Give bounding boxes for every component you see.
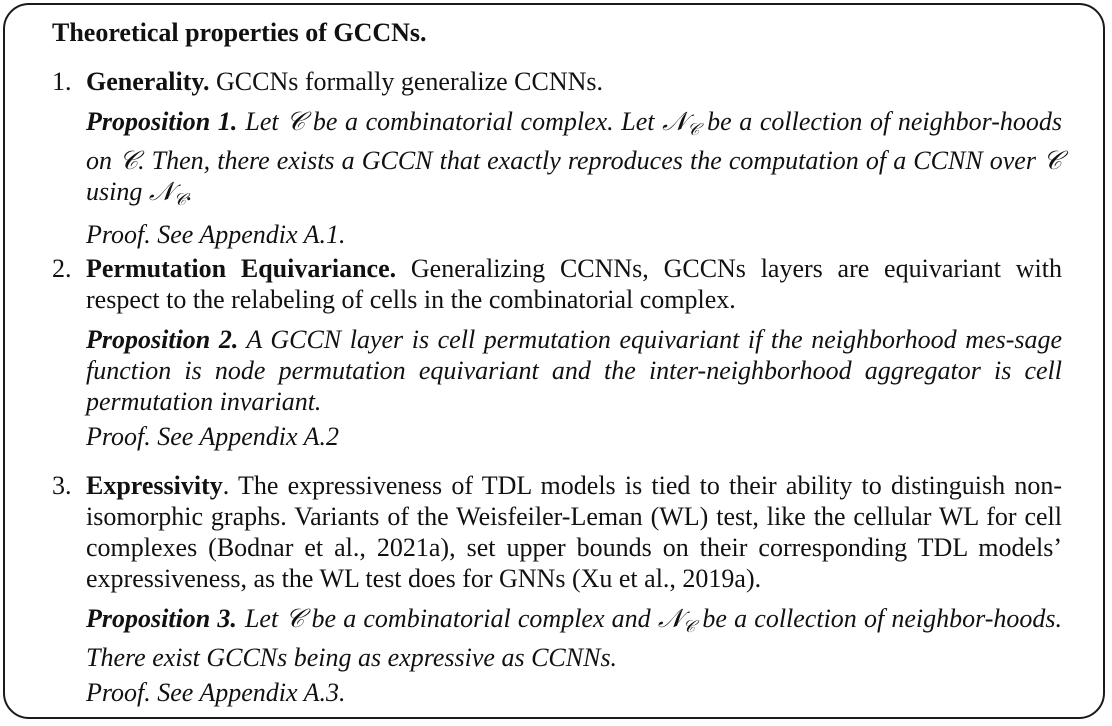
proposition-3 <box>86 603 1062 673</box>
complex-symbol: 𝒞 <box>119 146 139 175</box>
neigh-subscript: 𝒞 <box>687 120 700 139</box>
neigh-subscript: 𝒞 <box>173 190 187 209</box>
prop-text: A GCCN layer is cell permutation equivariant if the neighborhood mes-sage function is node permutation equivariant and the inter-neighborhood aggregator is cell permutation invariant. <box>86 325 1063 416</box>
item-number: 3. <box>52 471 72 500</box>
proof-text: Proof. See Appendix A.2 <box>86 422 339 451</box>
proposition-2 <box>86 324 1062 417</box>
proposition-label: Proposition 2. <box>86 325 239 354</box>
prop-text: Let <box>244 604 286 633</box>
proof-text: Proof. See Appendix A.1. <box>86 220 346 249</box>
list-item-expressivity <box>52 470 1062 708</box>
prop-text: be a combinatorial complex. Let <box>305 107 663 136</box>
proposition-label: Proposition 3. <box>86 604 237 633</box>
proposition-label: Proposition 1. <box>86 107 238 136</box>
item-term: Generality. <box>86 67 210 96</box>
proposition-1 <box>86 106 1062 215</box>
item-text <box>86 253 1062 315</box>
prop-text: . <box>186 177 193 206</box>
prop-text: using <box>86 177 149 206</box>
neighborhood-symbol <box>657 604 696 636</box>
prop-text: be a combinatorial complex and <box>304 604 658 633</box>
list-item-permutation-equivariance <box>52 253 1062 452</box>
item-description: Generalizing CCNNs, GCCNs layers are equivariant with respect to the relabeling of cells in the combinatorial complex. <box>86 254 1062 314</box>
prop-text: Let <box>245 107 287 136</box>
proof-text: Proof. See Appendix A.3. <box>86 678 346 707</box>
section-heading: Theoretical properties of GCCNs. <box>52 18 427 47</box>
complex-symbol: 𝒞 <box>285 604 305 633</box>
item-term: Expressivity <box>86 471 223 500</box>
item-number: 2. <box>52 254 72 283</box>
item-term: Permutation Equivariance. <box>86 254 397 283</box>
item-description: GCCNs formally generalize CCNNs. <box>209 67 604 96</box>
neigh-subscript: 𝒞 <box>682 617 696 636</box>
complex-symbol: 𝒞 <box>1043 146 1062 175</box>
item-number: 1. <box>52 67 72 96</box>
complex-symbol: 𝒞 <box>286 107 306 136</box>
item-description: . The expressiveness of TDL models is tied to their ability to distinguish non-isomorphic graphs. Variants of the Weisfeiler-Leman (WL) test, like the cellular WL for cell complexes (Bodnar et al., 2021a), set upper bounds on their corresponding TDL models’ expressiveness, as the WL test does for GNNs (Xu et al., 2019a). <box>86 471 1062 593</box>
list-item-generality <box>52 66 1062 250</box>
neigh-symbol: 𝒩 <box>662 107 688 136</box>
prop-text: be a collection of neighbor-hoods. There exist GCCNs being as expressive as CCNNs. <box>86 604 1063 672</box>
neigh-symbol: 𝒩 <box>148 177 174 206</box>
neighborhood-symbol <box>662 107 700 139</box>
item-text <box>86 66 1062 97</box>
neighborhood-symbol <box>148 177 187 209</box>
neigh-symbol: 𝒩 <box>657 604 683 633</box>
prop-text: . Then, there exists a GCCN that exactly reproduces the computation of a CCNN over <box>138 146 1044 175</box>
prop-text: be a collection of neighbor-hoods on <box>86 107 1063 175</box>
item-text <box>86 470 1062 594</box>
